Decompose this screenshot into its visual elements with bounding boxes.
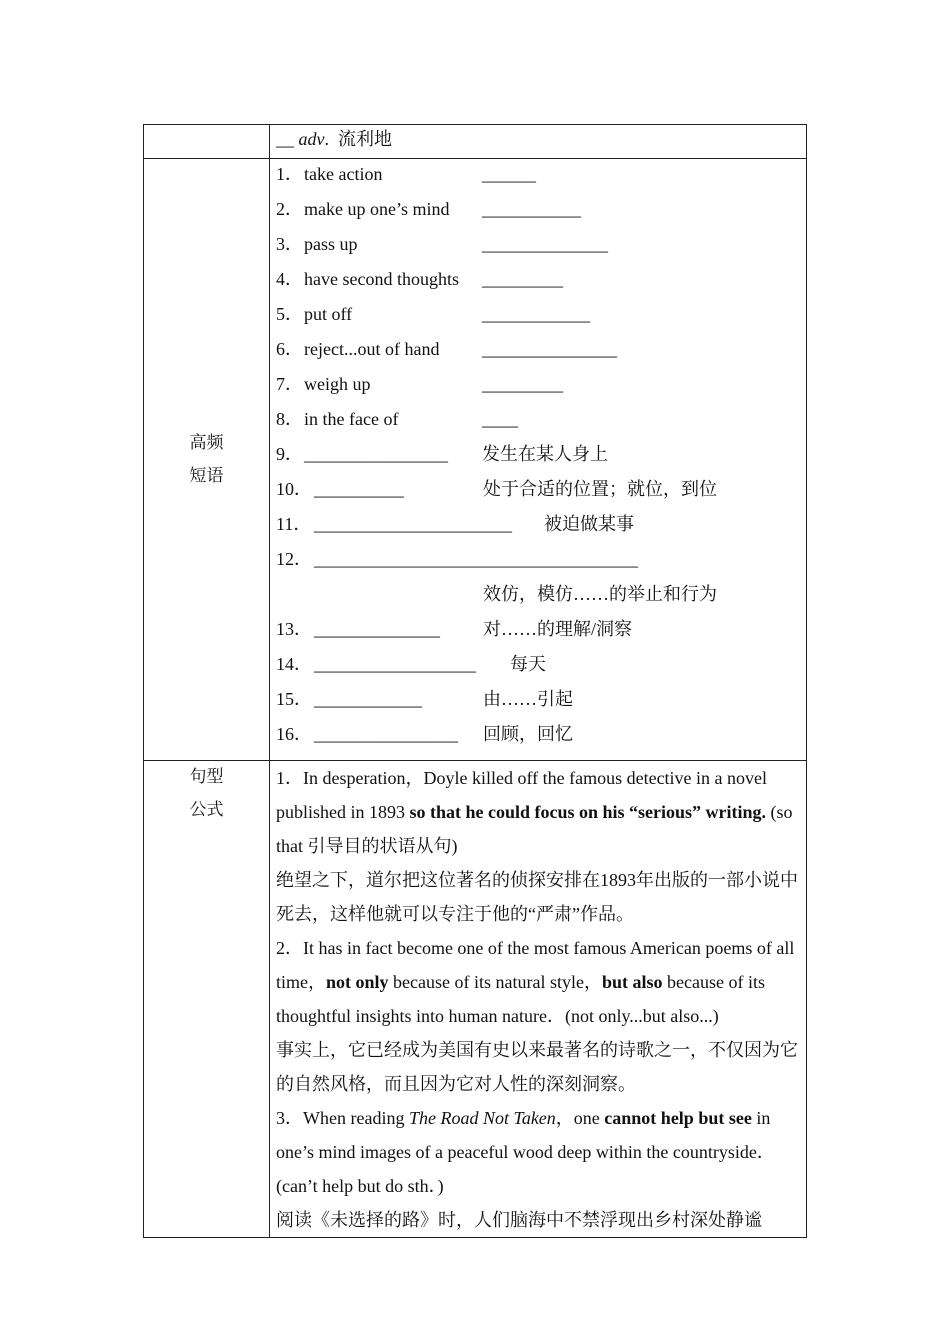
s2-text-b: because of its natural style， — [388, 972, 602, 992]
phrase-chinese: _________ — [482, 269, 563, 289]
phrase-item — [276, 581, 800, 616]
sentence-1-en — [276, 761, 800, 863]
phrase-chinese: 效仿，模仿……的举止和行为 — [483, 584, 717, 604]
phrase-number: 11． — [276, 514, 312, 534]
phrase-english: ______________ — [314, 619, 440, 639]
s2-bold-not-only: not only — [326, 972, 389, 992]
phrase-item — [276, 336, 800, 371]
phrase-chinese: ____ — [482, 409, 518, 429]
sentence-3-en — [276, 1101, 800, 1203]
s3-text-a: 3．When reading — [276, 1108, 409, 1128]
phrase-chinese: ______________ — [482, 234, 608, 254]
phrase-english: take action — [304, 164, 383, 184]
s1-bold: so that he could focus on his “serious” writing — [409, 802, 762, 822]
s1-text: 1．In desperation，Doyle killed off the famous detective in a novel published in 1893 — [276, 768, 768, 822]
phrase-item — [276, 511, 800, 546]
phrase-english: __________ — [314, 479, 404, 499]
phrase-number: 10． — [276, 479, 312, 499]
phrase-item — [276, 301, 800, 336]
sentence-2-en — [276, 931, 800, 1033]
phrase-english: ____________________________________ — [314, 549, 638, 569]
sentences-label-line2: 公式 — [189, 800, 224, 820]
s2-bold-but-also: but also — [601, 972, 663, 992]
sentence-2-zh: 事实上，它已经成为美国有史以来最著名的诗歌之一，不仅因为它的自然风格，而且因为它对人性的深刻洞察。 — [276, 1040, 798, 1094]
sentence-1-zh: 绝望之下，道尔把这位著名的侦探安排在1893年出版的一部小说中死去，这样他就可以专注于他的“严肃”作品。 — [276, 870, 798, 924]
phrase-chinese: 发生在某人身上 — [482, 444, 608, 464]
phrase-number: 9． — [276, 444, 303, 464]
phrase-item — [276, 476, 800, 511]
phrase-english: reject...out of hand — [304, 339, 440, 359]
phrases-label — [144, 159, 270, 761]
phrase-number: 8． — [276, 409, 303, 429]
phrase-chinese: 被迫做某事 — [544, 514, 634, 534]
phrase-chinese: 每天 — [510, 654, 546, 674]
s1-note: (so that 引导目的状语从句) — [276, 802, 793, 856]
phrase-chinese: ____________ — [482, 304, 590, 324]
phrase-item — [276, 441, 800, 476]
phrase-chinese: ______ — [482, 164, 536, 184]
phrase-item — [276, 161, 800, 196]
phrase-chinese: _________ — [482, 374, 563, 394]
sentence-3-zh: 阅读《未选择的路》时，人们脑海中不禁浮现出乡村深处静谧 — [276, 1210, 762, 1230]
s2-text-c: because of its thoughtful insights into human nature．(not only...but also...) — [276, 972, 765, 1026]
phrase-item — [276, 406, 800, 441]
phrase-number: 4． — [276, 269, 303, 289]
s2-text-a: 2．It has in fact become one of the most famous American poems of all time， — [276, 938, 795, 992]
phrase-number: 14． — [276, 654, 312, 674]
phrase-english: put off — [304, 304, 353, 324]
phrases-label-line1: 高频 — [189, 432, 224, 453]
phrase-english: weigh up — [304, 374, 371, 394]
phrase-number: 12． — [276, 549, 312, 569]
s3-text-c: in one’s mind images of a peaceful wood deep within the countryside．(can’t help but do sth．) — [276, 1108, 775, 1196]
phrase-english: make up one’s mind — [304, 199, 450, 219]
phrase-chinese: ___________ — [482, 199, 581, 219]
sentences-label — [144, 761, 270, 1238]
vocabulary-table — [143, 124, 807, 1238]
phrase-number: 16． — [276, 724, 312, 744]
phrase-item — [276, 266, 800, 301]
phrase-number: 2． — [276, 199, 303, 219]
pos-separator: . — [324, 129, 329, 149]
phrase-number: 3． — [276, 234, 303, 254]
phrase-english: pass up — [304, 234, 358, 254]
table-row-phrases — [144, 159, 807, 761]
phrase-chinese: _______________ — [482, 339, 617, 359]
sentence-patterns — [270, 761, 807, 1238]
phrase-chinese: 处于合适的位置；就位，到位 — [483, 479, 717, 499]
phrase-item — [276, 371, 800, 406]
phrase-english: in the face of — [304, 409, 399, 429]
phrase-chinese: 由……引起 — [483, 689, 573, 709]
phrase-english: have second thoughts — [304, 269, 459, 289]
phrase-english: ________________ — [314, 724, 458, 744]
phrase-item — [276, 721, 800, 756]
part-of-speech: adv — [298, 129, 325, 149]
phrase-chinese: 对……的理解/洞察 — [483, 619, 633, 639]
adverb-meaning: 流利地 — [338, 129, 392, 149]
table-row-sentences — [144, 761, 807, 1238]
phrase-number: 13． — [276, 619, 312, 639]
answer-blank: __ — [276, 129, 294, 149]
phrase-item — [276, 196, 800, 231]
phrase-english: ____________ — [314, 689, 422, 709]
phrase-item — [276, 616, 800, 651]
phrase-english: ______________________ — [314, 514, 512, 534]
phrase-number: 1． — [276, 164, 303, 184]
phrase-list — [270, 159, 807, 761]
phrase-item — [276, 546, 800, 581]
sentences-label-line1: 句型 — [189, 767, 224, 787]
s3-text-b: ，one — [555, 1108, 605, 1128]
s3-poem-title: The Road Not Taken — [408, 1108, 556, 1128]
phrase-number: 6． — [276, 339, 303, 359]
phrase-english: ________________ — [304, 444, 448, 464]
s1-period: . — [761, 802, 767, 822]
table-row-top — [144, 125, 807, 159]
phrase-number: 5． — [276, 304, 303, 324]
phrase-number: 7． — [276, 374, 303, 394]
phrase-item — [276, 686, 800, 721]
s3-bold: cannot help but see — [604, 1108, 752, 1128]
adverb-entry — [270, 125, 807, 159]
phrase-item — [276, 231, 800, 266]
phrase-english: __________________ — [314, 654, 476, 674]
phrase-number: 15． — [276, 689, 312, 709]
phrases-label-line2: 短语 — [189, 465, 224, 486]
phrase-chinese: 回顾，回忆 — [483, 724, 573, 744]
phrase-item — [276, 651, 800, 686]
empty-label-cell — [144, 125, 270, 159]
phrase-english — [276, 581, 483, 616]
